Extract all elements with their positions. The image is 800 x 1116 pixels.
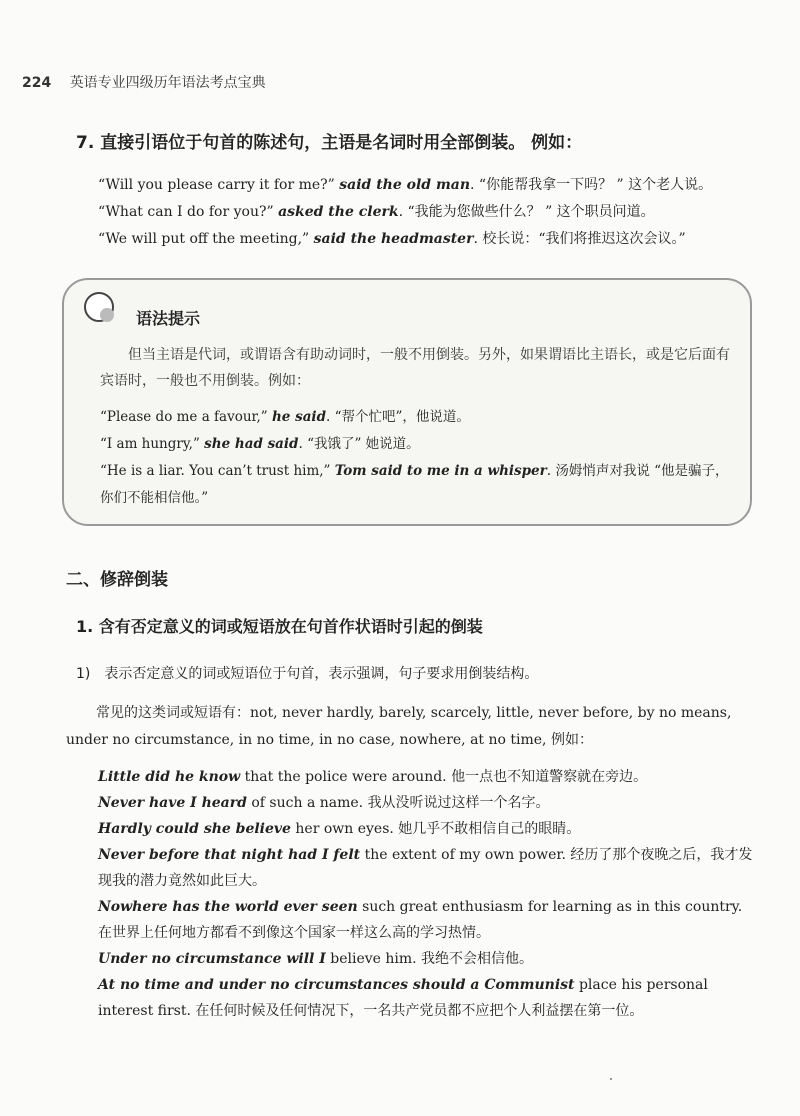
example-line	[98, 972, 760, 1024]
tip-example-line	[100, 458, 740, 512]
example-translation: . 汤姆悄声对我说 “他是骗子，你们不能相信他。”	[100, 463, 729, 506]
example-quote: “We will put off the meeting,”	[98, 231, 314, 247]
example-rest: believe him. 我绝不会相信他。	[325, 951, 534, 967]
example-speaker: she had said	[204, 436, 299, 452]
example-rest: of such a name. 我从没听说过这样一个名字。	[246, 795, 550, 811]
tip-text: 但当主语是代词，或谓语含有助动词时，一般不用倒装。另外，如果谓语比主语长，或是它后面有宾语时，一般也不用倒装。例如：	[100, 347, 730, 389]
para-words: not, never hardly, barely, scarcely, little, never before, by no means, under no circumstance, in no time, in no case, nowhere, at no time, 例如：	[66, 705, 732, 748]
example-translation: . 校长说：“我们将推迟这次会议。”	[473, 231, 686, 247]
example-line	[98, 764, 760, 790]
example-translation: . “我能为您做些什么？ ” 这个职员问道。	[398, 204, 655, 220]
inversion-examples	[98, 764, 760, 1024]
word-list-paragraph	[66, 700, 758, 754]
example-speaker: asked the clerk	[278, 204, 399, 220]
para-lead: 常见的这类词或短语有：	[96, 705, 250, 721]
tip-paragraph	[100, 342, 730, 394]
example-quote: “Will you please carry it for me?”	[98, 177, 340, 193]
tip-bubble-icon	[84, 292, 114, 322]
example-bold: Under no circumstance will I	[98, 951, 326, 967]
example-speaker: said the old man	[339, 177, 471, 193]
example-bold: At no time and under no circumstances should a Communist	[98, 977, 575, 993]
item-number: 1)	[76, 666, 91, 682]
tip-example-line	[100, 404, 740, 431]
example-bold: Nowhere has the world ever seen	[98, 899, 358, 915]
example-bold: Little did he know	[98, 769, 241, 785]
example-speaker: he said	[271, 409, 327, 425]
example-bold: Never before that night had I felt	[98, 847, 361, 863]
example-line	[98, 172, 778, 199]
item-1	[76, 663, 538, 683]
example-rest: place his personal interest first. 在任何时候及任何情况下，一名共产党员都不应把个人利益摆在第一位。	[98, 977, 708, 1019]
example-speaker: Tom said to me in a whisper	[334, 463, 547, 479]
part-2-heading: 二、修辞倒装	[66, 570, 168, 590]
example-line	[98, 842, 760, 894]
example-line	[98, 946, 760, 972]
example-bold: Never have I heard	[98, 795, 247, 811]
subsection-1-heading: 1. 含有否定意义的词或短语放在句首作状语时引起的倒装	[76, 617, 483, 636]
example-line	[98, 790, 760, 816]
tip-examples	[100, 404, 740, 512]
example-line	[98, 199, 778, 226]
section-7-examples	[98, 172, 778, 253]
example-rest: that the police were around. 他一点也不知道警察就在旁边。	[240, 769, 648, 785]
example-line	[98, 816, 760, 842]
book-title: 英语专业四级历年语法考点宝典	[69, 75, 266, 91]
example-translation: . “我饿了” 她说道。	[298, 436, 420, 452]
example-rest: such great enthusiasm for learning as in this country. 在世界上任何地方都看不到像这个国家一样这么高的学习热情。	[98, 899, 743, 941]
example-translation: . “帮个忙吧”，他说道。	[326, 409, 470, 425]
tip-example-line	[100, 431, 740, 458]
example-translation: . “你能帮我拿一下吗？ ” 这个老人说。	[470, 177, 713, 193]
example-rest: her own eyes. 她几乎不敢相信自己的眼睛。	[290, 821, 581, 837]
print-speck	[610, 1078, 612, 1080]
tip-title: 语法提示	[136, 309, 201, 328]
example-quote: “Please do me a favour,”	[100, 409, 272, 425]
example-quote: “He is a liar. You can’t trust him,”	[100, 463, 335, 479]
page-number: 224	[22, 75, 52, 91]
example-quote: “I am hungry,”	[100, 436, 205, 452]
example-quote: “What can I do for you?”	[98, 204, 279, 220]
example-bold: Hardly could she believe	[98, 821, 291, 837]
item-text: 表示否定意义的词或短语位于句首，表示强调，句子要求用倒装结构。	[104, 666, 539, 682]
example-line	[98, 226, 778, 253]
section-7-heading: 7. 直接引语位于句首的陈述句，主语是名词时用全部倒装。 例如：	[76, 133, 583, 153]
example-line	[98, 894, 760, 946]
example-speaker: said the headmaster	[313, 231, 474, 247]
example-rest: the extent of my own power. 经历了那个夜晚之后，我才发现我的潜力竟然如此巨大。	[98, 847, 753, 889]
page-header	[22, 72, 266, 92]
